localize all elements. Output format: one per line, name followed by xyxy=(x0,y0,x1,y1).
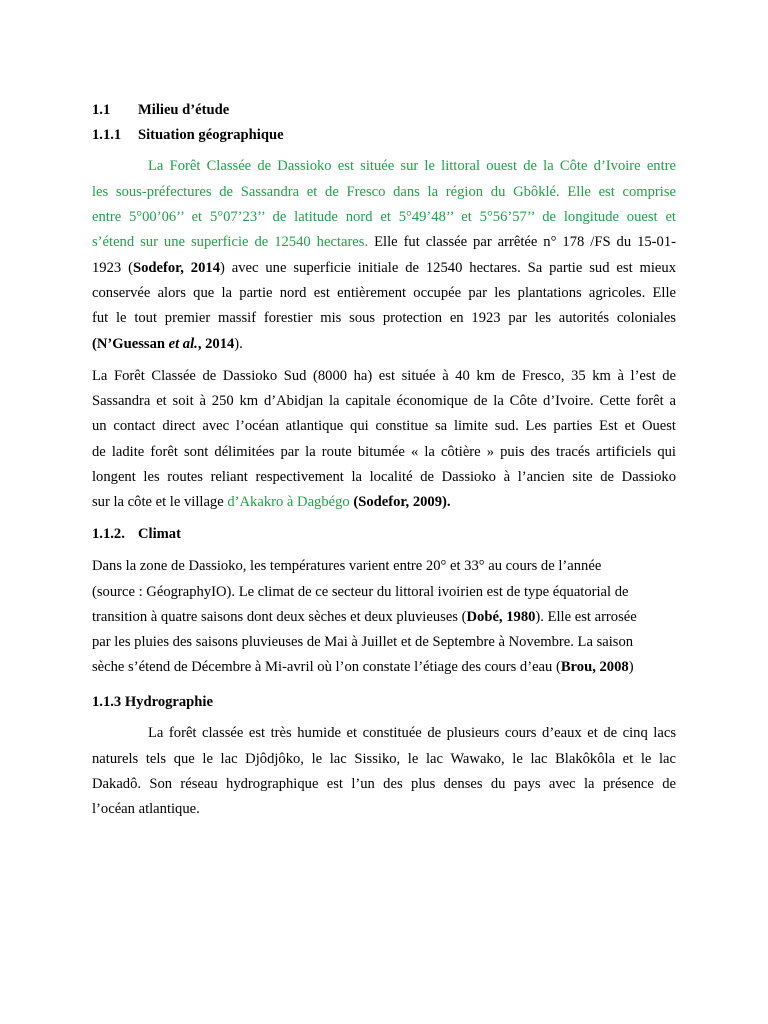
para4-line-1: La forêt classée est très humide et constituée de plusieurs cours d’eaux et de cinq lacs xyxy=(148,725,676,741)
para1-line-7: fut le tout premier massif forestier mis sous protection en 1923 par les autorités coloniales xyxy=(92,310,676,326)
para3-line-5 xyxy=(92,658,676,676)
para3-line-4: par les pluies des saisons pluvieuses de Mai à Juillet et de Septembre à Novembre. La saison xyxy=(92,634,634,650)
para4-line-3: Dakadô. Son réseau hydrographique est l’un des plus denses du pays avec la présence de xyxy=(92,776,676,792)
para1-line-3: entre 5°00’06’’ et 5°07’23’’ de latitude nord et 5°49’48’’ et 5°56’57’’ de longitude ouest et xyxy=(92,209,676,225)
heading-1-1 xyxy=(92,101,229,119)
text: sur la côte et le village xyxy=(92,494,228,510)
citation: (Sodefor, 2009). xyxy=(349,494,451,510)
citation: Dobé, 1980 xyxy=(466,609,536,625)
para2-line-4: de ladite forêt sont délimitées par la route bitumée « la côtière » puis des tracés artificiels qui xyxy=(92,444,676,460)
text: sèche s’étend de Décembre à Mi-avril où l’on constate l’étiage des cours d’eau ( xyxy=(92,659,561,675)
citation: Sodefor, 2014 xyxy=(132,260,220,276)
heading-title: Situation géographique xyxy=(138,127,284,143)
para4-line-2: naturels tels que le lac Djôdjôko, le lac Sissiko, le lac Wawako, le lac Blakôkôla et le lac xyxy=(92,751,676,767)
citation xyxy=(92,336,234,352)
green-text: s’étend sur une superficie de 12540 hectares. xyxy=(92,234,369,250)
para1-line-6: conservée alors que la partie nord est entièrement occupée par les plantations agricoles. Elle xyxy=(92,285,676,301)
para2-line-1: La Forêt Classée de Dassioko Sud (8000 ha) est située à 40 km de Fresco, 35 km à l’est de xyxy=(92,368,676,384)
heading-1-1-2 xyxy=(92,525,181,543)
para2-line-3: un contact direct avec l’océan atlantique qui constitue sa limite sud. Les parties Est et Ouest xyxy=(92,418,676,434)
heading-number: 1.1 xyxy=(92,102,111,118)
text: ). xyxy=(234,336,243,352)
para2-line-6 xyxy=(92,493,676,511)
para1-line-8 xyxy=(92,335,676,353)
text: ) avec une superficie initiale de 12540 hectares. Sa partie sud est mieux xyxy=(220,260,676,276)
para1-line-2: les sous-préfectures de Sassandra et de Fresco dans la région du Gbôklé. Elle est comprise xyxy=(92,184,676,200)
heading-1-1-3: 1.1.3 Hydrographie xyxy=(92,694,213,710)
heading-title: Milieu d’étude xyxy=(138,102,230,118)
para1-line-4 xyxy=(92,233,676,251)
citation: Brou, 2008 xyxy=(560,659,629,675)
heading-number: 1.1.1 xyxy=(92,127,122,143)
para3-line-2: (source : GéographyIO). Le climat de ce secteur du littoral ivoirien est de type équatorial de xyxy=(92,584,629,600)
para4-line-4: l’océan atlantique. xyxy=(92,801,200,817)
para3-line-3 xyxy=(92,608,676,626)
para3-line-1: Dans la zone de Dassioko, les températures varient entre 20° et 33° au cours de l’année xyxy=(92,558,602,574)
para2-line-5: longent les routes reliant respectivement la localité de Dassioko à l’ancien site de Dassioko xyxy=(92,469,676,485)
para1-line-5 xyxy=(92,259,676,277)
text: transition à quatre saisons dont deux sèches et deux pluvieuses ( xyxy=(92,609,467,625)
text: Elle fut classée par arrêtée n° 178 /FS du 15-01- xyxy=(368,234,676,250)
heading-number: 1.1.2. xyxy=(92,526,125,542)
text: ). Elle est arrosée xyxy=(535,609,637,625)
citation-year: , 2014 xyxy=(197,336,235,352)
para1-line-1: La Forêt Classée de Dassioko est située sur le littoral ouest de la Côte d’Ivoire entre xyxy=(148,158,676,174)
heading-title: Climat xyxy=(138,526,181,542)
para2-line-2: Sassandra et soit à 250 km d’Abidjan la capitale économique de la Côte d’Ivoire. Cette forêt a xyxy=(92,393,676,409)
citation-author: (N’Guessan xyxy=(92,336,169,352)
text: ) xyxy=(628,659,634,675)
text: 1923 ( xyxy=(92,260,133,276)
green-text: d’Akakro à Dagbégo xyxy=(227,494,350,510)
citation-etal: et al. xyxy=(168,336,198,352)
heading-1-1-1 xyxy=(92,126,284,144)
